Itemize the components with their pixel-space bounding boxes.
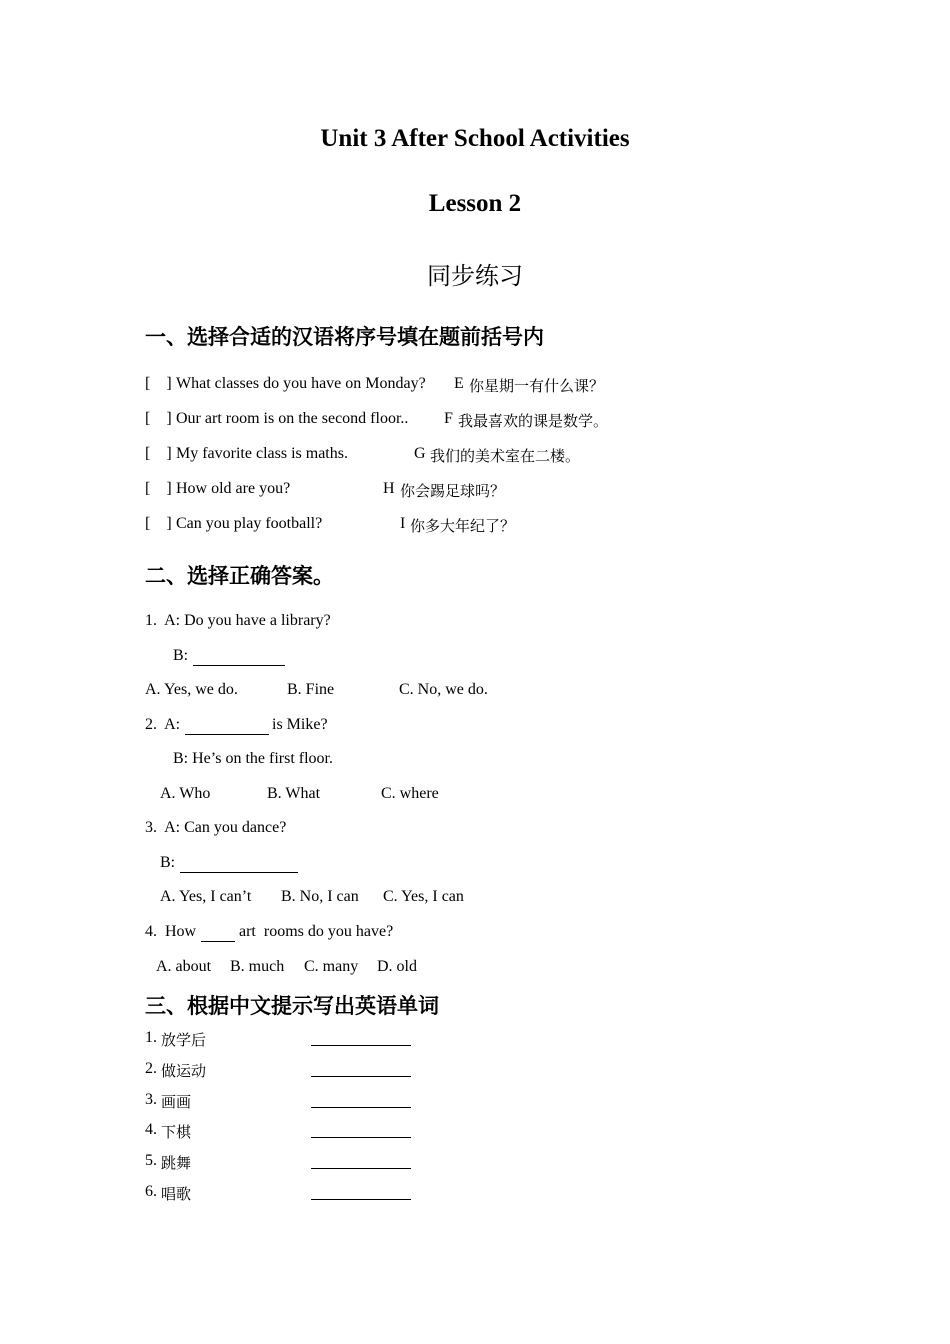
option[interactable]: B. Fine <box>287 681 335 698</box>
vocab-answer-blank[interactable] <box>311 1031 411 1046</box>
vocab-chinese: 做运动 <box>161 1062 207 1080</box>
vocab-number: 2. <box>145 1060 157 1077</box>
lesson-title: Lesson 2 <box>428 190 522 217</box>
option[interactable]: A. Yes, I can’t <box>160 888 252 905</box>
option[interactable]: C. many <box>304 958 359 975</box>
answer-3-blank[interactable] <box>180 858 298 873</box>
question-2-blank[interactable] <box>185 720 269 735</box>
english-sentence: Our art room is on the second floor.. <box>176 410 409 427</box>
option[interactable]: D. old <box>377 958 417 975</box>
vocab-answer-blank[interactable] <box>311 1093 411 1108</box>
option[interactable]: A. Who <box>160 785 211 802</box>
subtitle: 同步练习 <box>427 262 523 290</box>
section1-heading: 一、选择合适的汉语将序号填在题前括号内 <box>145 325 544 349</box>
chinese-sentence: 我最喜欢的课是数学。 <box>458 412 609 430</box>
question-4-suffix: art rooms do you have? <box>239 923 394 940</box>
answer-bracket[interactable]: [ ] <box>145 480 172 497</box>
vocab-number: 5. <box>145 1152 157 1169</box>
answer-2: B: He’s on the first floor. <box>173 750 333 767</box>
option[interactable]: B. What <box>267 785 321 802</box>
vocab-number: 3. <box>145 1091 157 1108</box>
vocab-number: 4. <box>145 1121 157 1138</box>
english-sentence: Can you play football? <box>176 515 323 532</box>
option-letter: G <box>414 445 426 462</box>
english-sentence: My favorite class is maths. <box>176 445 348 462</box>
vocab-number: 6. <box>145 1183 157 1200</box>
option[interactable]: A. about <box>156 958 212 975</box>
option-letter: F <box>444 410 453 427</box>
question-3: 3. A: Can you dance? <box>145 819 287 836</box>
question-2-suffix: is Mike? <box>272 716 328 733</box>
question-2-prefix: 2. A: <box>145 716 181 733</box>
vocab-answer-blank[interactable] <box>311 1154 411 1169</box>
option[interactable]: C. Yes, I can <box>383 888 464 905</box>
vocab-chinese: 跳舞 <box>161 1154 192 1172</box>
section2-heading: 二、选择正确答案。 <box>145 564 334 588</box>
chinese-sentence: 你多大年纪了？ <box>410 517 516 535</box>
vocab-chinese: 唱歌 <box>161 1185 192 1203</box>
english-sentence: What classes do you have on Monday? <box>176 375 426 392</box>
option-letter: H <box>383 480 395 497</box>
chinese-sentence: 我们的美术室在二楼。 <box>430 447 581 465</box>
option-letter: I <box>400 515 406 532</box>
answer-bracket[interactable]: [ ] <box>145 515 172 532</box>
vocab-answer-blank[interactable] <box>311 1123 411 1138</box>
chinese-sentence: 你会踢足球吗？ <box>400 482 506 500</box>
english-sentence: How old are you? <box>176 480 291 497</box>
vocab-answer-blank[interactable] <box>311 1062 411 1077</box>
answer-bracket[interactable]: [ ] <box>145 445 172 462</box>
answer-1-label: B: <box>173 647 189 664</box>
answer-1-blank[interactable] <box>193 651 285 666</box>
page-title: Unit 3 After School Activities <box>320 125 630 152</box>
option-letter: E <box>454 375 464 392</box>
option[interactable]: A. Yes, we do. <box>145 681 238 698</box>
option[interactable]: B. much <box>230 958 285 975</box>
chinese-sentence: 你星期一有什么课？ <box>469 377 605 395</box>
vocab-number: 1. <box>145 1029 157 1046</box>
option[interactable]: C. where <box>381 785 439 802</box>
answer-bracket[interactable]: [ ] <box>145 410 172 427</box>
question-4-prefix: 4. How <box>145 923 197 940</box>
option[interactable]: C. No, we do. <box>399 681 488 698</box>
question-4-blank[interactable] <box>201 927 235 942</box>
vocab-chinese: 放学后 <box>161 1031 207 1049</box>
option[interactable]: B. No, I can <box>281 888 359 905</box>
section3-heading: 三、根据中文提示写出英语单词 <box>145 994 439 1018</box>
vocab-chinese: 画画 <box>161 1093 192 1111</box>
answer-3-label: B: <box>160 854 176 871</box>
vocab-answer-blank[interactable] <box>311 1185 411 1200</box>
answer-bracket[interactable]: [ ] <box>145 375 172 392</box>
question-1: 1. A: Do you have a library? <box>145 612 331 629</box>
vocab-chinese: 下棋 <box>161 1123 192 1141</box>
